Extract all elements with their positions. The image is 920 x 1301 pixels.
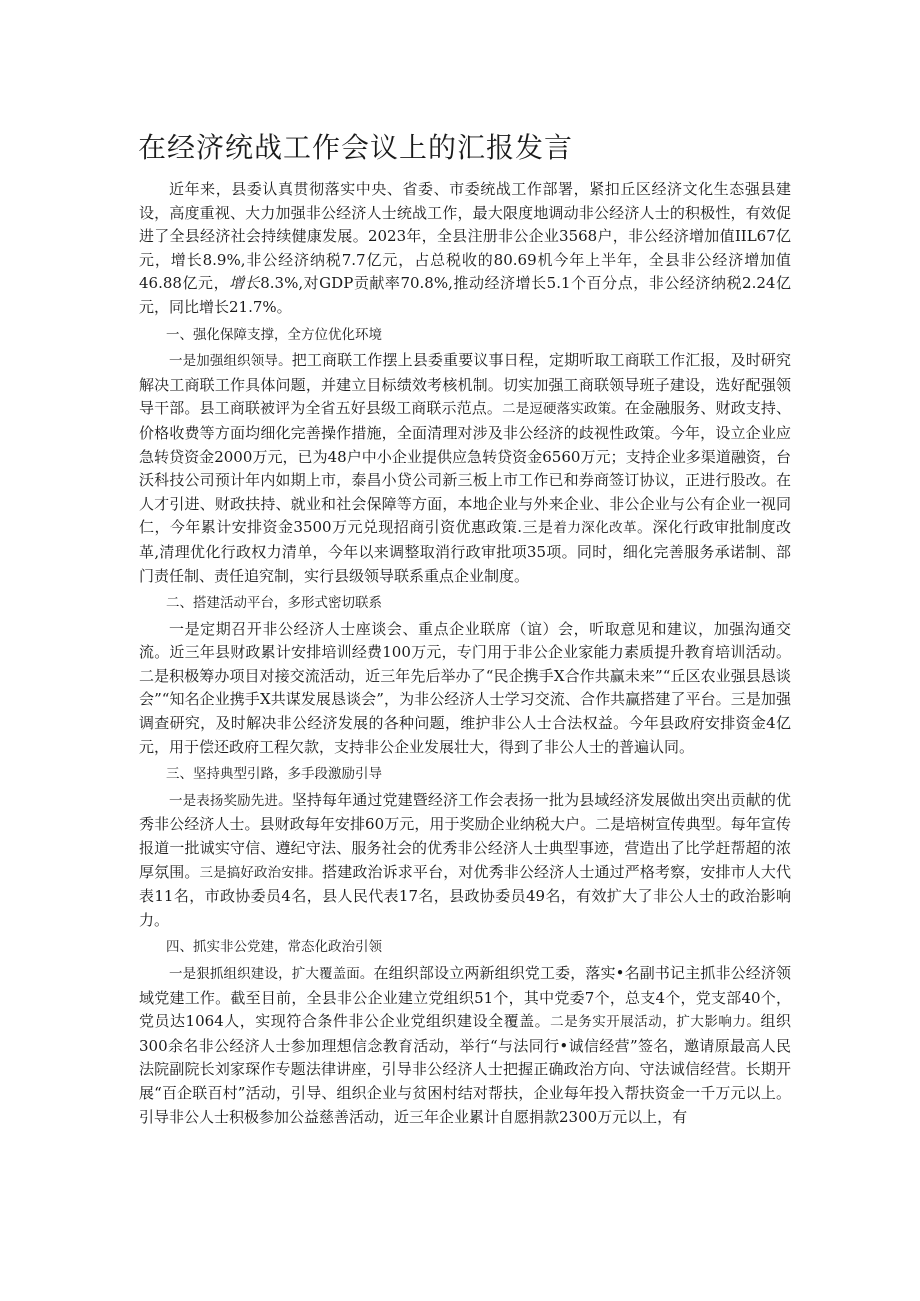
section-3-paragraph: [139, 789, 791, 933]
section-1-lead-2: 二是逗硬落实政策。: [502, 401, 625, 418]
section-1-paragraph: [139, 349, 791, 588]
section-1-text-2: 在金融服务、财政支持、价格收费等方面均细化完善操作措施，全面清理对涉及非公经济的歧视性政策。今年，设立企业应急转贷资金2000万元，已为48户中小企业提供应急转贷资金6560万元；支持企业多渠道融资，台沃科技公司预计年内如期上市，泰昌小贷公司新三板上市工作已和券商签订协议，正进行股改。在人才引进、财政扶持、就业和社会保障等方面，本地企业与外来企业、非公企业与公有企业一视同仁，今年累计安排资金3500万元兑现招商引资优惠政策.三是: [139, 399, 791, 537]
section-heading-4: 四、抓实非公党建，常态化政治引领: [166, 939, 382, 956]
intro-paragraph: [139, 178, 791, 320]
section-3-text-2: 搭建政治诉求平台，对优秀非公经济人士通过严格考察，安排市人大代表11名，市政协委员4名，县人民代表17名，县政协委员49名，有效扩大了非公人士的政治影响力。: [139, 862, 791, 929]
section-4-paragraph: [139, 962, 791, 1129]
intro-text: 近年来，县委认真贯彻落实中央、省委、市委统战工作部署，紧扣丘区经济文化生态强县建设，高度重视、大力加强非公经济人士统战工作，最大限度地调动非公经济人士的积极性，有效促进了全县经济社会持续健康发展。2023年，全县注册非公企业3568户，非公经济增加值IIL67亿元，增长8.9%,非公经济纳税7.7亿元，占总税收的80.69机今年上半年，全县非公经济增加值46.88亿元，: [139, 180, 791, 293]
section-3-lead-1: 一是表扬奖励先进。: [169, 792, 292, 809]
section-4-text-2: 组织300余名非公经济人士参加理想信念教育活动，举行“与法同行•诚信经营”签名，邀请原最高人民法院副院长刘家琛作专题法律讲座，引导非公经济人士把握正确政治方向、守法诚信经营。长期开展“百企联百村”活动，引导、组织企业与贫困村结对帮扶，企业每年投入帮扶资金一千万元以上。引导非公人士积极参加公益慈善活动，近三年企业累计自愿捐款2300万元以上，有: [139, 1012, 791, 1126]
section-1-lead-3: 着力深化改革: [553, 520, 638, 537]
section-1-text-3: 。深化行政审批制度改革,清理优化行政权力清单，今年以来调整取消行政审批项35项。同时，细化完善服务承诺制、部门责任制、责任追究制，实行县级领导联系重点企业制度。: [139, 518, 791, 585]
section-4-text-1: 在组织部设立两新组织党工委，落实•名副书记主抓非公经济领域党建工作。截至目前，全县非公企业建立党组织51个，其中党委7个，总支4个，党支部40个，党员达1064人，实现符合条件非公企业党组织建设全覆盖。: [139, 964, 791, 1031]
section-1-lead-1: 一是加强组织领导。: [169, 353, 292, 370]
section-1-text-1: 把工商联工作摆上县委重要议事日程，定期听取工商联工作汇报，及时研究解决工商联工作具体问题，并建立目标绩效考核机制。切实加强工商联领导班子建设，选好配强领导干部。县工商联被评为全省五好县级工商联示范点。: [139, 351, 792, 418]
section-4-lead-1: 一是狠抓组织建设，扩大覆盖面。: [169, 966, 374, 982]
section-3-lead-2: 三是搞好政治安排。: [199, 864, 323, 881]
document-title: 在经济统战工作会议上的汇报发言: [138, 131, 574, 164]
section-4-lead-2: 二是务实开展活动，扩大影响力。: [550, 1014, 761, 1031]
section-heading-1: 一、强化保障支撑，全方位优化环境: [166, 326, 382, 343]
section-3-text-1: 坚持每年通过党建暨经济工作会表扬一批为县域经济发展做出突出贡献的优秀非公经济人士。县财政每年安排60万元，用于奖励企业纳税大户。二是培树宣传典型。每年宣传报道一批诚实守信、遵纪守法、服务社会的优秀非公经济人士典型事迹，营造出了比学赶帮超的浓厚氛围。: [139, 790, 792, 881]
section-heading-3: 三、坚持典型引路，多手段激励引导: [166, 766, 382, 783]
document-body: [139, 178, 791, 1129]
intro-italic-text: 增长: [229, 274, 261, 293]
section-2-paragraph: 一是定期召开非公经济人士座谈会、重点企业联席（谊）会，听取意见和建议，加强沟通交流。近三年县财政累计安排培训经费100万元，专门用于非公企业家能力素质提升教育培训活动。二是积极筹办项目对接交流活动，近三年先后举办了“民企携手X合作共赢未来”“丘区农业强县恳谈会”“知名企业携手X共谋发展恳谈会”，为非公经济人士学习交流、合作共赢搭建了平台。三是加强调查研究，及时解决非公经济发展的各种问题，维护非公人士合法权益。今年县政府安排资金4亿元，用于偿还政府工程欠款，支持非公企业发展壮大，得到了非公人士的普遍认同。: [139, 619, 791, 756]
intro-text-rest: 8.3%,对GDP贡献率70.8%,推动经济增长5.1个百分点，非公经济纳税2.24亿元，同比增长21.7%。: [139, 274, 791, 316]
section-heading-2: 二、搭建活动平台，多形式密切联系: [166, 595, 382, 612]
